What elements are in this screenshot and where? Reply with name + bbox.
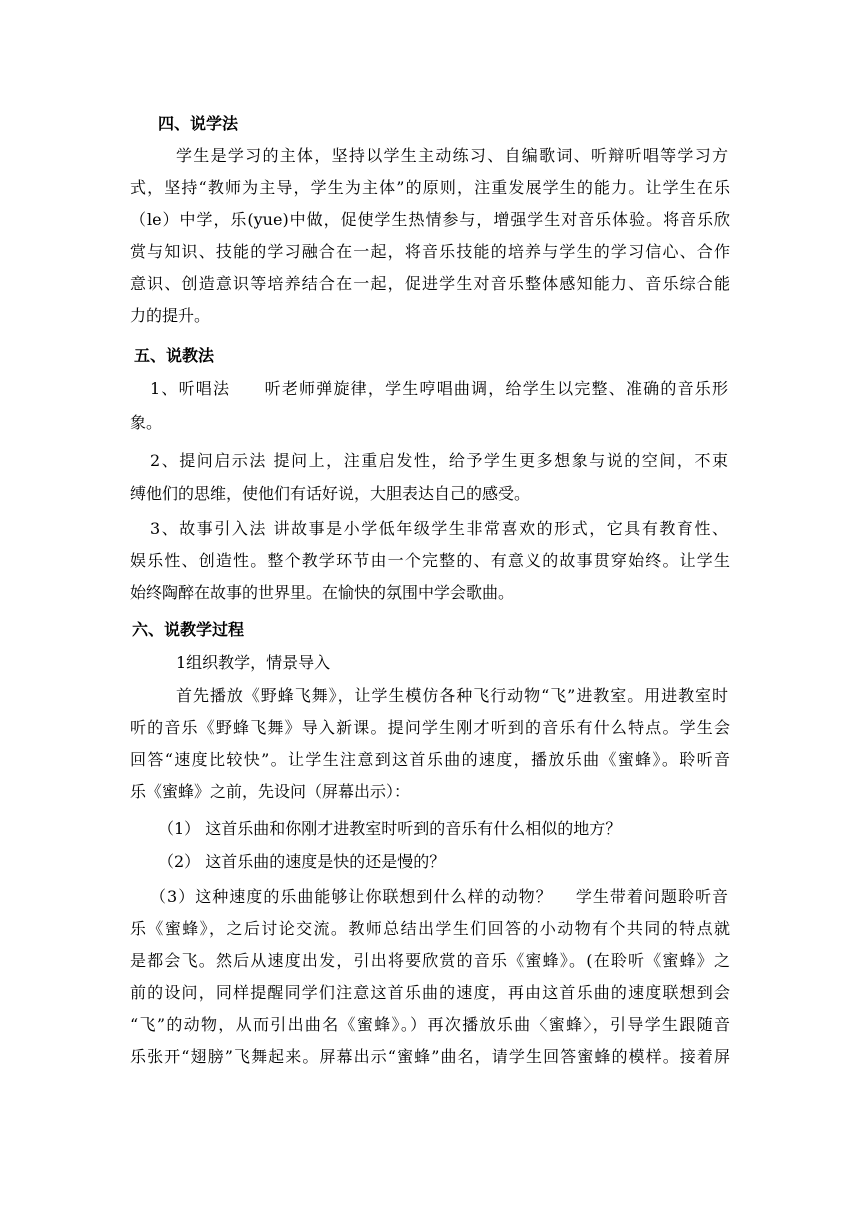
- question-line: （1） 这首乐曲和你刚才进教室时听到的音乐有什么相似的地方？: [158, 819, 622, 838]
- paragraph-line: 3、故事引入法 讲故事是小学低年级学生非常喜欢的形式，它具有教育性、: [150, 519, 728, 538]
- question-line: （3）这种速度的乐曲能够让你联想到什么样的动物？ 学生带着问题聆听音: [150, 887, 728, 906]
- subheading-line: 1组织教学，情景导入: [176, 653, 331, 672]
- paragraph-line: “飞”的动物，从而引出曲名《蜜蜂》。）再次播放乐曲〈蜜蜂〉，引导学生跟随音: [130, 1015, 730, 1034]
- paragraph-line: 首先播放《野蜂飞舞》，让学生模仿各种飞行动物“飞”进教室。用进教室时: [176, 686, 728, 705]
- paragraph-line: 意识、创造意识等培养结合在一起，促进学生对音乐整体感知能力、音乐综合能: [130, 274, 730, 293]
- section-heading: 六、说教学过程: [132, 620, 245, 639]
- paragraph-line: 象。: [130, 413, 163, 432]
- paragraph-line: 2、提问启示法 提问上，注重启发性，给予学生更多想象与说的空间，不束: [150, 451, 728, 470]
- paragraph-line: 乐《蜜蜂》，之后讨论交流。教师总结出学生们回答的小动物有个共同的特点就: [130, 919, 730, 938]
- paragraph-line: 乐张开“翅膀”飞舞起来。屏幕出示“蜜蜂”曲名，请学生回答蜜蜂的模样。接着屏: [130, 1047, 730, 1066]
- section-heading: 五、说教法: [134, 346, 215, 365]
- paragraph-line: 是都会飞。然后从速度出发，引出将要欣赏的音乐《蜜蜂》。(在聆听《蜜蜂》之: [130, 951, 730, 970]
- paragraph-line: 娱乐性、创造性。整个教学环节由一个完整的、有意义的故事贯穿始终。让学生: [130, 551, 730, 570]
- paragraph-line: 式，坚持“教师为主导，学生为主体”的原则，注重发展学生的能力。让学生在乐: [130, 178, 730, 197]
- section-heading: 四、说学法: [158, 114, 239, 133]
- paragraph-line: （le）中学，乐(yue)中做，促使学生热情参与，增强学生对音乐体验。将音乐欣: [130, 210, 730, 229]
- paragraph-line: 前的设问，同样提醒同学们注意这首乐曲的速度，再由这首乐曲的速度联想到会: [130, 983, 730, 1002]
- paragraph-line: 乐《蜜蜂》之前，先设问（屏幕出示）：: [130, 782, 411, 801]
- paragraph-line: 回答“速度比较快”。让学生注意到这首乐曲的速度，播放乐曲《蜜蜂》。聆听音: [130, 750, 730, 769]
- paragraph-line: 听的音乐《野蜂飞舞》导入新课。提问学生刚才听到的音乐有什么特点。学生会: [130, 718, 730, 737]
- paragraph-line: 始终陶醉在故事的世界里。在愉快的氛围中学会歌曲。: [130, 583, 515, 602]
- paragraph-line: 1、听唱法 听老师弹旋律，学生哼唱曲调，给学生以完整、准确的音乐形: [150, 379, 728, 398]
- paragraph-line: 缚他们的思维，使他们有话好说，大胆表达自己的感受。: [130, 484, 531, 503]
- paragraph-line: 力的提升。: [130, 306, 211, 325]
- paragraph-line: 学生是学习的主体，坚持以学生主动练习、自编歌词、听辩听唱等学习方: [176, 146, 728, 165]
- paragraph-line: 赏与知识、技能的学习融合在一起，将音乐技能的培养与学生的学习信心、合作: [130, 242, 730, 261]
- question-line: （2） 这首乐曲的速度是快的还是慢的？: [158, 852, 446, 871]
